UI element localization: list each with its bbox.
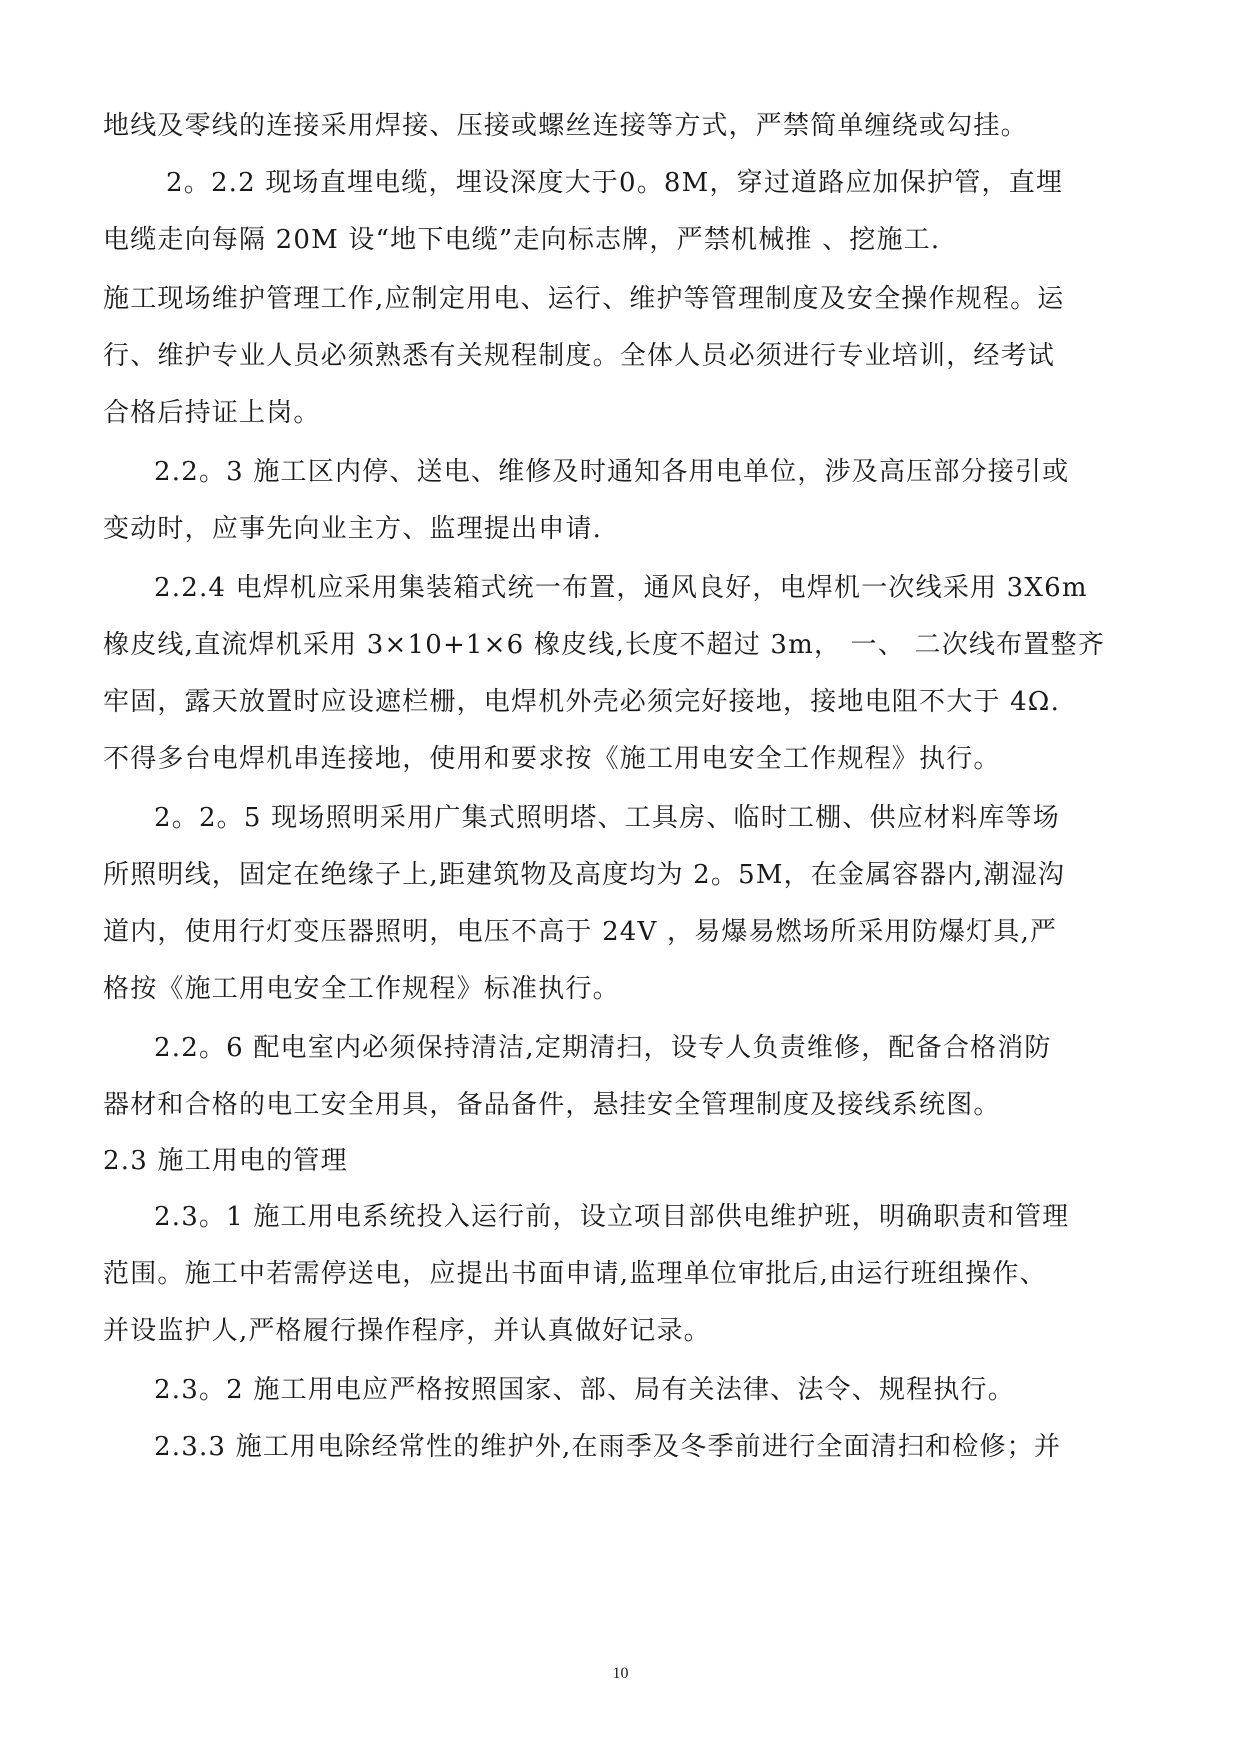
text-line-11: 牢固，露天放置时应设遮栏栅，电焊机外壳必须完好接地，接地电阻不大于 4Ω. — [103, 687, 1061, 717]
text-line-21: 范围。施工中若需停送电，应提出书面申请,监理单位审批后,由运行班组操作、 — [103, 1259, 1047, 1289]
text-line-24: 2.3.3 施工用电除经常性的维护外,在雨季及冬季前进行全面清扫和检修；并 — [154, 1432, 1062, 1462]
text-line-12: 不得多台电焊机串连接地，使用和要求按《施工用电安全工作规程》执行。 — [103, 744, 1001, 774]
text-line-16: 格按《施工用电安全工作规程》标准执行。 — [103, 974, 620, 1004]
text-line-20: 2.3。1 施工用电系统投入运行前，设立项目部供电维护班，明确职责和管理 — [154, 1202, 1070, 1232]
text-line-3: 电缆走向每隔 20M 设“地下电缆”走向标志牌，严禁机械推 、挖施工. — [103, 225, 941, 255]
text-line-10: 橡皮线,直流焊机采用 3×10+1×6 橡皮线,长度不超过 3m， 一、 二次线布置整齐 — [103, 630, 1105, 660]
text-line-4: 施工现场维护管理工作,应制定用电、运行、维护等管理制度及安全操作规程。运 — [103, 284, 1065, 314]
text-line-13: 2。2。5 现场照明采用广集式照明塔、工具房、临时工棚、供应材料库等场 — [154, 803, 1060, 833]
page-number: 10 — [612, 1665, 629, 1682]
text-line-8: 变动时，应事先向业主方、监理提出申请. — [103, 514, 603, 544]
text-line-14: 所照明线，固定在绝缘子上,距建筑物及高度均为 2。5M，在金属容器内,潮湿沟 — [103, 860, 1066, 890]
text-line-23: 2.3。2 施工用电应严格按照国家、部、局有关法律、法令、规程执行。 — [154, 1375, 1015, 1405]
text-line-1: 地线及零线的连接采用焊接、压接或螺丝连接等方式，严禁简单缠绕或勾挂。 — [103, 111, 1028, 141]
text-line-9: 2.2.4 电焊机应采用集装箱式统一布置，通风良好，电焊机一次线采用 3X6m — [154, 573, 1088, 603]
text-line-15: 道内，使用行灯变压器照明，电压不高于 24V ，易爆易燃场所采用防爆灯具,严 — [103, 917, 1058, 947]
text-line-2: 2。2.2 现场直埋电缆，埋设深度大于0。8M，穿过道路应加保护管，直埋 — [166, 168, 1064, 198]
text-line-17: 2.2。6 配电室内必须保持清洁,定期清扫，设专人负责维修，配备合格消防 — [154, 1033, 1052, 1063]
text-line-18: 器材和合格的电工安全用具，备品备件，悬挂安全管理制度及接线系统图。 — [103, 1090, 1001, 1120]
section-heading: 2.3 施工用电的管理 — [103, 1146, 348, 1176]
text-line-5: 行、维护专业人员必须熟悉有关规程制度。全体人员必须进行专业培训，经考试 — [103, 341, 1056, 371]
text-line-7: 2.2。3 施工区内停、送电、维修及时通知各用电单位，涉及高压部分接引或 — [154, 457, 1070, 487]
text-line-6: 合格后持证上岗。 — [103, 398, 321, 428]
text-line-22: 并设监护人,严格履行操作程序，并认真做好记录。 — [103, 1316, 711, 1346]
